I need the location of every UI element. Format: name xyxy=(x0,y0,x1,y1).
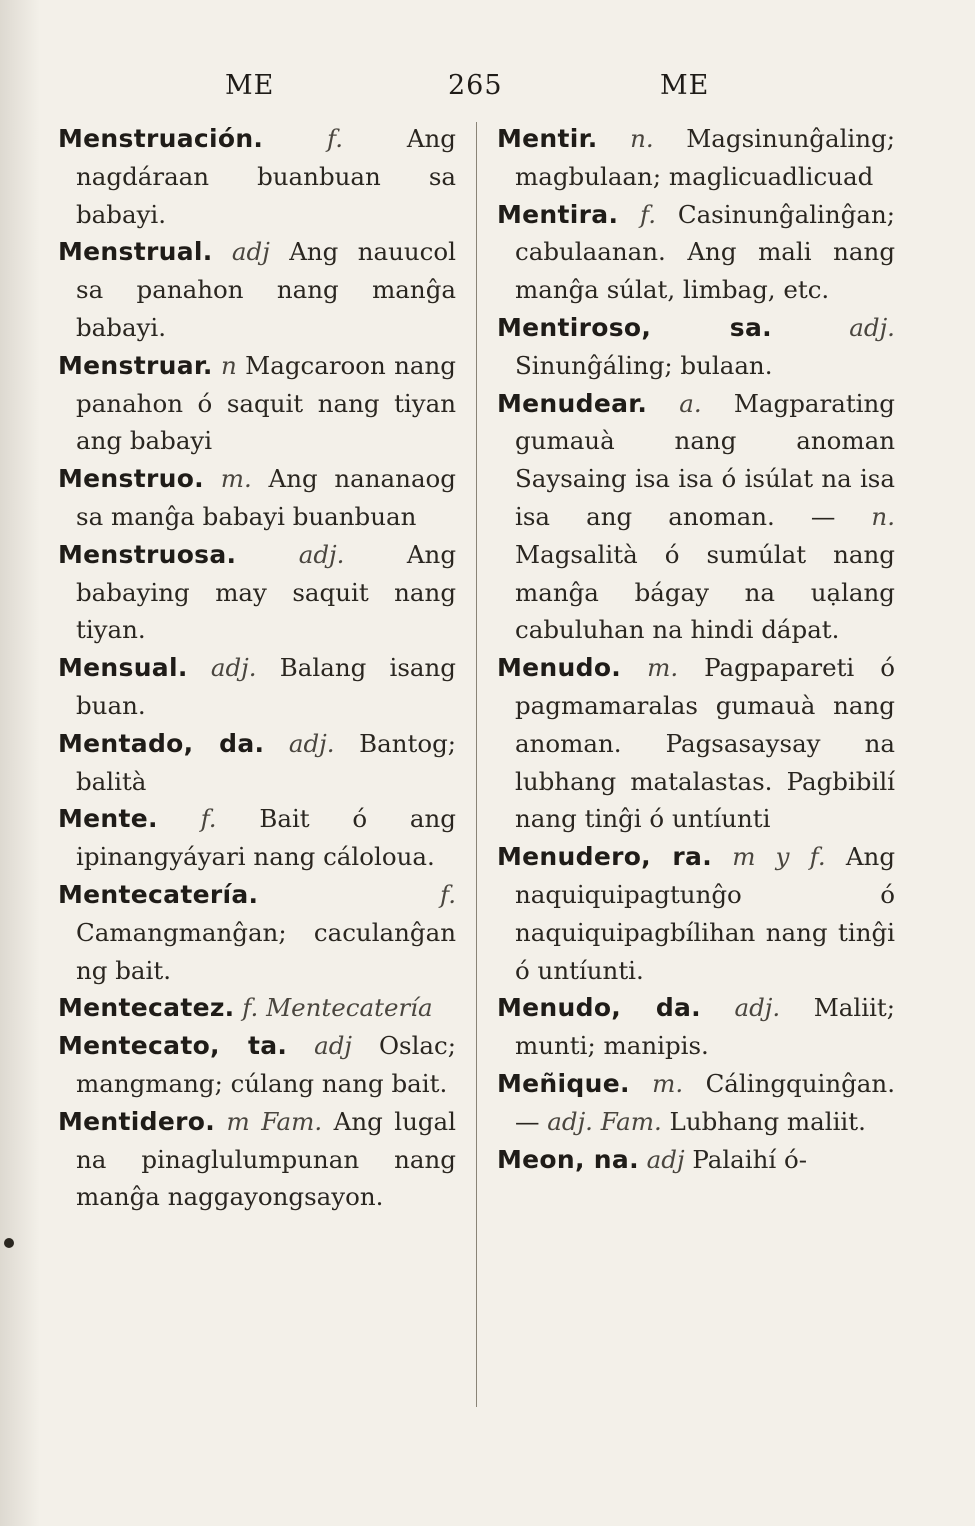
part-of-speech: adj. xyxy=(210,653,257,683)
dictionary-entry xyxy=(58,1027,456,1103)
definition: Lubhang maliit. xyxy=(669,1106,866,1136)
headword: Mentira. xyxy=(497,199,619,229)
part-of-speech: adj. xyxy=(298,539,345,569)
part-of-speech: f. xyxy=(640,199,657,229)
headword: Menstruar. xyxy=(58,350,213,380)
part-of-speech: f. xyxy=(327,124,344,153)
headword: Mentiroso, sa. xyxy=(497,312,772,342)
part-of-speech: adj xyxy=(646,1144,685,1174)
dictionary-entry xyxy=(497,120,895,196)
part-of-speech: n. xyxy=(630,124,654,153)
headword: Menstruación. xyxy=(58,124,264,153)
headword: Mentidero. xyxy=(58,1106,216,1136)
headword: Mentecato, ta. xyxy=(58,1031,288,1061)
part-of-speech: m. xyxy=(652,1068,684,1098)
definition: Ang lugal na pinaglulumpunan nang manĝa naggayongsayon. xyxy=(76,1106,456,1212)
dictionary-entry xyxy=(497,196,895,309)
part-of-speech: n xyxy=(221,350,237,380)
headword: Menudero, ra. xyxy=(497,842,712,872)
running-header xyxy=(0,70,975,110)
part-of-speech: adj xyxy=(314,1031,353,1061)
column-divider xyxy=(476,122,477,1407)
usage-label: Fam. xyxy=(600,1106,662,1136)
dictionary-entry xyxy=(58,536,456,649)
dictionary-entry xyxy=(58,876,456,989)
dictionary-entry xyxy=(497,989,895,1065)
dictionary-entry xyxy=(497,385,895,650)
dictionary-entry xyxy=(58,120,456,233)
part-of-speech: adj. xyxy=(849,312,895,342)
headword: Mensual. xyxy=(58,653,188,683)
definition: Bantog; balità xyxy=(76,728,457,796)
definition: Camangmanĝan; caculanĝan ng bait. xyxy=(76,917,456,985)
part-of-speech: m. xyxy=(220,464,252,494)
definition: Bait ó ang ipinangyáyari nang cáloloua. xyxy=(76,804,456,872)
definition: Sinunĝáling; bulaan. xyxy=(515,350,773,380)
definition: Balang isang buan. xyxy=(76,653,456,720)
dictionary-entry xyxy=(497,838,895,989)
dictionary-entry xyxy=(58,1103,456,1216)
page-edge-shadow xyxy=(0,0,40,1526)
dictionary-entry xyxy=(497,1141,895,1179)
part-of-speech: a. xyxy=(679,388,702,418)
headword: Menstrual. xyxy=(58,237,213,267)
dictionary-entry xyxy=(58,233,456,346)
right-column xyxy=(497,120,895,1178)
page-number: 265 xyxy=(448,70,503,101)
headword: Mentecatez. xyxy=(58,993,235,1023)
headword: Meñique. xyxy=(497,1068,630,1098)
dictionary-entry xyxy=(58,460,456,536)
part-of-speech: m xyxy=(226,1106,250,1136)
header-left-guide-word: ME xyxy=(225,70,275,101)
part-of-speech: adj. xyxy=(734,993,781,1023)
headword: Menudear. xyxy=(497,388,648,418)
definition: Oslac; mangmang; cúlang nang bait. xyxy=(76,1031,457,1098)
definition: Ang naquiquipagtunĝo ó naquiquipagbílihan nang tinĝi ó untíunti. xyxy=(515,842,895,985)
definition: Cálingquinĝan. — xyxy=(515,1068,895,1136)
headword: Mentecatería. xyxy=(58,879,259,909)
dictionary-entry xyxy=(58,989,456,1027)
dictionary-entry xyxy=(497,649,895,838)
dictionary-entry xyxy=(58,347,456,460)
part-of-speech: f. xyxy=(200,804,217,834)
cross-reference: Mentecatería xyxy=(266,993,433,1023)
usage-label: Fam. xyxy=(261,1106,323,1136)
part-of-speech: adj. xyxy=(288,728,335,758)
definition: Magsalità ó sumúlat nang manĝa bágay na uạlang cabuluhan na hindi dápat. xyxy=(515,539,895,645)
definition: Casinunĝalinĝan; cabulaanan. Ang mali nang manĝa súlat, limbag, etc. xyxy=(515,199,895,305)
part-of-speech: f. xyxy=(440,879,456,909)
headword: Meon, na. xyxy=(497,1144,639,1174)
headword: Menstruo. xyxy=(58,464,204,494)
dictionary-entry xyxy=(58,725,456,801)
dictionary-entry xyxy=(58,649,456,725)
headword: Mentir. xyxy=(497,124,598,153)
part-of-speech: f. xyxy=(242,993,259,1023)
part-of-speech: m. xyxy=(647,653,679,683)
definition: Magsinunĝaling; magbulaan; maglicuadlicuad xyxy=(515,124,895,191)
definition: Ang nananaog sa manĝa babayi buanbuan xyxy=(76,464,456,531)
dictionary-entry xyxy=(58,800,456,876)
definition: Magparating gumauà nang anoman Saysaing isa isa ó isúlat na isa isa ang anoman. — xyxy=(515,388,895,531)
header-right-guide-word: ME xyxy=(660,70,710,101)
dictionary-entry xyxy=(497,309,895,385)
part-of-speech: n. xyxy=(871,501,895,531)
headword: Mente. xyxy=(58,804,158,834)
definition: Palaihí ó- xyxy=(692,1144,808,1174)
definition: Ang nauucol sa panahon nang manĝa babayi. xyxy=(76,237,456,342)
headword: Mentado, da. xyxy=(58,728,265,758)
part-of-speech: m y f. xyxy=(732,842,826,872)
ink-speck xyxy=(4,1238,14,1248)
headword: Menudo. xyxy=(497,653,622,683)
part-of-speech: adj. xyxy=(547,1106,593,1136)
definition: Ang nagdáraan buanbuan sa babayi. xyxy=(76,124,456,229)
definition: Ang babaying may saquit nang tiyan. xyxy=(76,539,456,645)
definition: Maliit; munti; manipis. xyxy=(515,993,896,1061)
definition: Pagpapareti ó pagmamaralas gumauà nang anoman. Pagsasaysay na lubhang matalastas. Pagbibilí nang tinĝi ó untíunti xyxy=(515,653,895,834)
left-column xyxy=(58,120,456,1216)
dictionary-entry xyxy=(497,1065,895,1141)
headword: Menstruosa. xyxy=(58,539,237,569)
part-of-speech: adj xyxy=(231,237,270,267)
definition: Magcaroon nang panahon ó saquit nang tiyan ang babayi xyxy=(76,350,456,456)
headword: Menudo, da. xyxy=(497,993,701,1023)
